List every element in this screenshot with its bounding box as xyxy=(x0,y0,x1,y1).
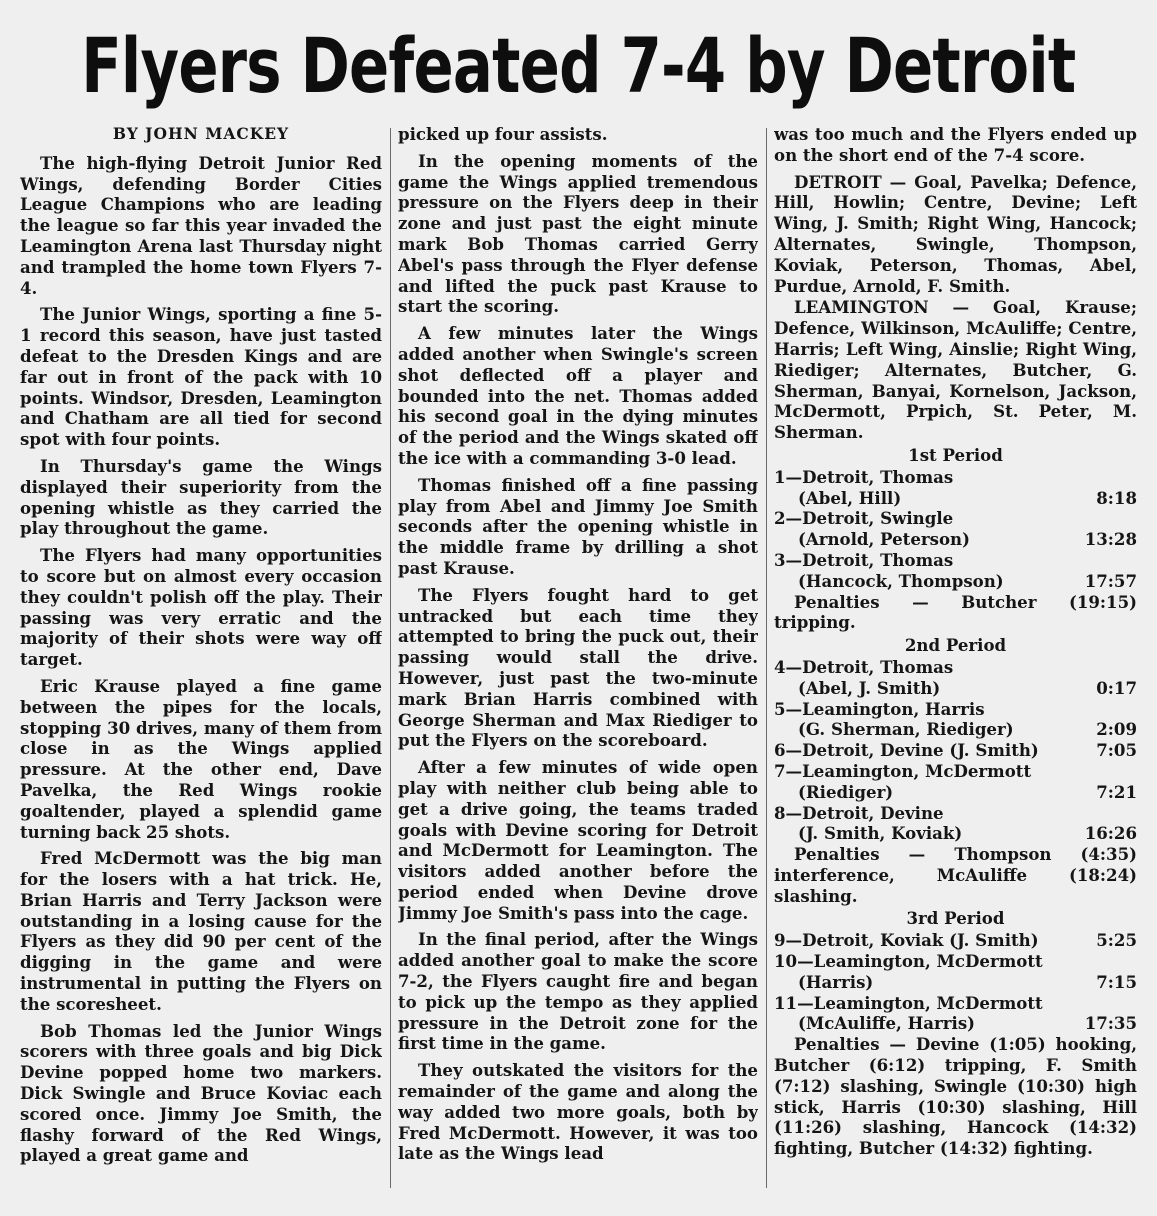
goal-assists: (Abel, J. Smith) xyxy=(798,677,941,698)
goal-assists: (Harris) xyxy=(798,971,874,992)
period-heading: 2nd Period xyxy=(904,635,1007,656)
goal-assists: (McAuliffe, Harris) xyxy=(798,1013,976,1034)
goal-time: 0:17 xyxy=(1096,677,1137,698)
goal-scorer: 2—Detroit, Swingle xyxy=(774,508,954,529)
byline: BY JOHN MACKEY xyxy=(112,124,290,143)
column-2-body xyxy=(398,124,758,1164)
goal-scorer: 3—Detroit, Thomas xyxy=(774,549,954,570)
paragraph: The Flyers had many opportunities to score but on almost every occasion they couldn't polish off the play. Their passing was very erratic and the majority of their shots were way off target. xyxy=(20,545,382,670)
goal-scorer: 6—Detroit, Devine (J. Smith) xyxy=(774,740,1039,761)
penalties: Penalties — Thompson (4:35) interference, McAuliffe (18:24) slashing. xyxy=(774,844,1137,906)
paragraph: Bob Thomas led the Junior Wings scorers with three goals and big Dick Devine popped home two markers. Dick Swingle and Bruce Koviac each scored once. Jimmy Joe Smith, the flashy forward of the Red Wings, played a great game and xyxy=(20,1020,382,1166)
goal-time: 17:57 xyxy=(1084,570,1137,591)
column-divider xyxy=(766,128,767,1188)
goal-entry xyxy=(774,699,1137,741)
paragraph: picked up four assists. xyxy=(398,124,608,144)
goal-entry xyxy=(774,467,1137,509)
penalties: Penalties — Devine (1:05) hooking, Butcher (6:12) tripping, F. Smith (7:12) slashing, Swingle (10:30) high stick, Harris (10:30) slashing, Hill (11:26) slashing, Hancock (14:32) fighting, Butcher (14:32) fighting. xyxy=(774,1034,1137,1159)
goal-entry xyxy=(774,508,1137,550)
goal-entry xyxy=(774,740,1137,761)
goal-assists: (Riediger) xyxy=(798,781,894,802)
goal-time: 17:35 xyxy=(1084,1013,1137,1034)
paragraph: A few minutes later the Wings added another when Swingle's screen shot deflected off a player and bounded into the net. Thomas added his second goal in the dying minutes of the period and the Wings skated off the ice with a commanding 3-0 lead. xyxy=(398,323,758,468)
goal-scorer: 10—Leamington, McDermott xyxy=(774,951,1043,972)
scoring-summary xyxy=(774,445,1137,1159)
paragraph: Eric Krause played a fine game between the pipes for the locals, stopping 30 drives, many of them from close in as the Wings applied pressure. At the other end, Dave Pavelka, the Red Wings rookie goaltender, played a splendid game turning back 25 shots. xyxy=(20,675,382,842)
paragraph: Fred McDermott was the big man for the losers with a hat trick. He, Brian Harris and Terry Jackson were outstanding in a losing cause for the Flyers as they did 90 per cent of the digging in the game and were instrumental in putting the Flyers on the scoresheet. xyxy=(20,848,382,1014)
goal-scorer: 4—Detroit, Thomas xyxy=(774,656,954,677)
period-heading: 1st Period xyxy=(908,444,1003,465)
goal-time: 16:26 xyxy=(1084,823,1137,844)
column-divider xyxy=(390,128,391,1188)
paragraph: The Junior Wings, sporting a fine 5-1 record this season, have just tasted defeat to the Dresden Kings and are far out in front of the pack with 10 points. Windsor, Dresden, Leamington and Chatham are all tied for second spot with four points. xyxy=(20,304,382,450)
goal-assists: (J. Smith, Koviak) xyxy=(798,823,963,844)
column-1-body xyxy=(20,153,382,1166)
lineup: LEAMINGTON — Goal, Krause; Defence, Wilkinson, McAuliffe; Centre, Harris; Left Wing, Ainslie; Right Wing, Riediger; Alternates, Butcher, G. Sherman, Banyai, Kornelson, Jackson, McDermott, Prpich, St. Peter, M. Sherman. xyxy=(774,297,1137,443)
goal-time: 5:25 xyxy=(1096,930,1137,951)
goal-entry xyxy=(774,951,1137,993)
column-2 xyxy=(398,124,758,1212)
paragraph: The high-flying Detroit Junior Red Wings, defending Border Cities League Champions who are leading the league so far this year invaded the Leamington Arena last Thursday night and trampled the home town Flyers 7-4. xyxy=(20,152,382,298)
paragraph: In the final period, after the Wings added another goal to make the score 7-2, the Flyers caught fire and began to pick up the tempo as they applied pressure in the Detroit zone for the first time in the game. xyxy=(398,929,758,1054)
goal-time: 7:15 xyxy=(1096,971,1137,992)
goal-entry xyxy=(774,657,1137,699)
goal-time: 8:18 xyxy=(1096,487,1137,508)
goal-time: 7:21 xyxy=(1096,781,1137,802)
penalties: Penalties — Butcher (19:15) tripping. xyxy=(774,591,1137,633)
goal-time: 2:09 xyxy=(1096,719,1137,740)
headline-text: Flyers Defeated 7-4 by Detroit xyxy=(81,20,1076,110)
goal-scorer: 9—Detroit, Koviak (J. Smith) xyxy=(774,930,1039,951)
paragraph: Thomas finished off a fine passing play from Abel and Jimmy Joe Smith seconds after the opening whistle in the middle frame by drilling a shot past Krause. xyxy=(398,474,758,578)
goal-assists: (Hancock, Thompson) xyxy=(798,570,1004,591)
goal-scorer: 1—Detroit, Thomas xyxy=(774,466,954,487)
goal-scorer: 8—Detroit, Devine xyxy=(774,802,944,823)
period-heading: 3rd Period xyxy=(906,908,1005,929)
paragraph: After a few minutes of wide open play with neither club being able to get a drive going, the teams traded goals with Devine scoring for Detroit and McDermott for Leamington. The visitors added another before the period ended when Devine drove Jimmy Joe Smith's pass into the cage. xyxy=(398,757,758,923)
goal-time: 13:28 xyxy=(1084,529,1137,550)
lineups xyxy=(774,172,1137,443)
goal-assists: (Arnold, Peterson) xyxy=(798,529,970,550)
goal-time: 7:05 xyxy=(1096,740,1137,761)
paragraph: was too much and the Flyers ended up on the short end of the 7-4 score. xyxy=(774,124,1137,165)
goal-entry xyxy=(774,550,1137,592)
goal-scorer: 5—Leamington, Harris xyxy=(774,698,985,719)
goal-entry xyxy=(774,803,1137,845)
goal-assists: (Abel, Hill) xyxy=(798,487,902,508)
goal-scorer: 11—Leamington, McDermott xyxy=(774,992,1043,1013)
column-3 xyxy=(774,124,1137,1212)
paragraph: In Thursday's game the Wings displayed their superiority from the opening whistle as they carried the play throughout the game. xyxy=(20,455,382,539)
column-1 xyxy=(20,124,382,1212)
paragraph: The Flyers fought hard to get untracked but each time they attempted to bring the puck out, their passing would stall the drive. However, just past the two-minute mark Brian Harris combined with George Sherman and Max Riediger to put the Flyers on the scoreboard. xyxy=(398,584,758,751)
goal-entry xyxy=(774,930,1137,951)
lineup: DETROIT — Goal, Pavelka; Defence, Hill, Howlin; Centre, Devine; Left Wing, J. Smith; Right Wing, Hancock; Alternates, Swingle, Thompson, Koviak, Peterson, Thomas, Abel, Purdue, Arnold, F. Smith. xyxy=(774,171,1137,296)
paragraph: They outskated the visitors for the remainder of the game and along the way added two more goals, both by Fred McDermott. However, it was too late as the Wings lead xyxy=(398,1060,758,1164)
goal-entry xyxy=(774,993,1137,1035)
paragraph: In the opening moments of the game the Wings applied tremendous pressure on the Flyers deep in their zone and just past the eight minute mark Bob Thomas carried Gerry Abel's pass through the Flyer defense and lifted the puck past Krause to start the scoring. xyxy=(398,150,758,317)
goal-entry xyxy=(774,761,1137,803)
goal-scorer: 7—Leamington, McDermott xyxy=(774,760,1032,781)
headline xyxy=(0,6,1157,124)
goal-assists: (G. Sherman, Riediger) xyxy=(798,719,1014,740)
